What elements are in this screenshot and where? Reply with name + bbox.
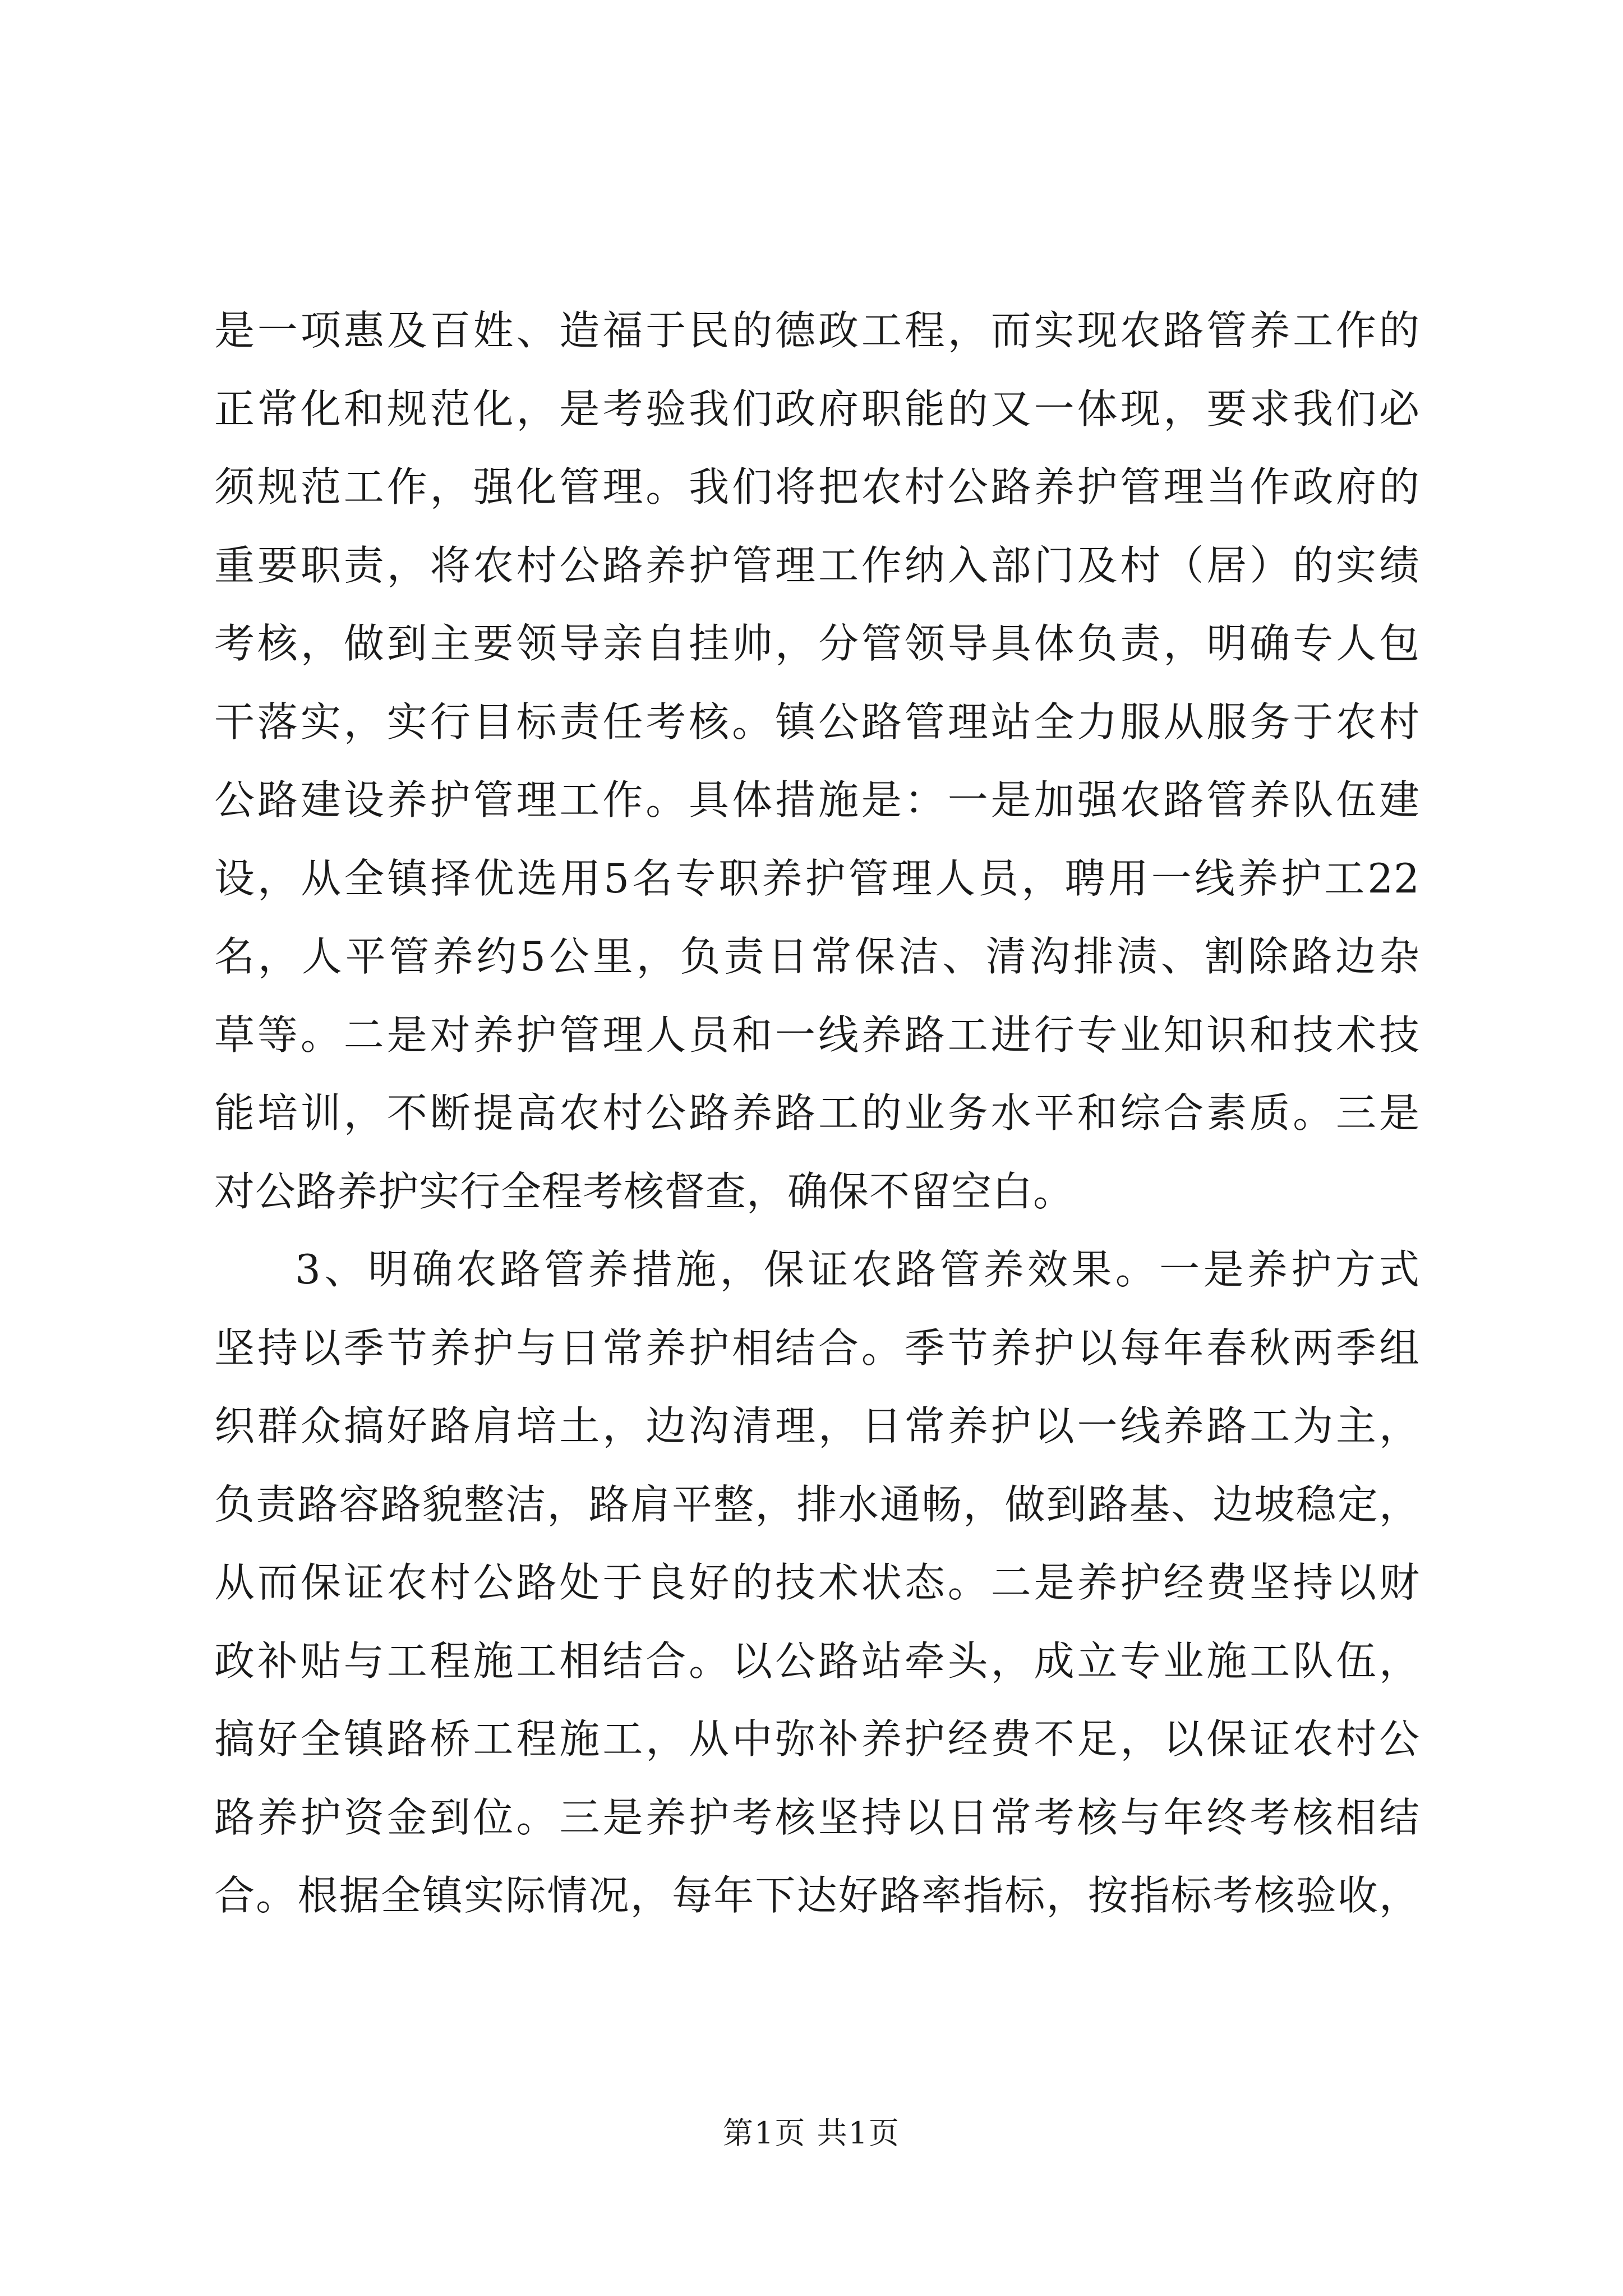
text-line: 名，人平管养约5公里，负责日常保洁、清沟排渍、割除路边杂 <box>214 933 1420 980</box>
text-line: 考核，做到主要领导亲自挂帅，分管领导具体负责，明确专人包 <box>214 620 1420 667</box>
text-line: 织群众搞好路肩培土，边沟清理，日常养护以一线养路工为主， <box>214 1402 1420 1450</box>
text-line: 是一项惠及百姓、造福于民的德政工程，而实现农路管养工作的 <box>214 307 1420 354</box>
text-line: 能培训，不断提高农村公路养路工的业务水平和综合素质。三是 <box>214 1089 1420 1137</box>
text-line: 干落实，实行目标责任考核。镇公路管理站全力服从服务于农村 <box>214 698 1420 746</box>
text-line: 公路建设养护管理工作。具体措施是：一是加强农路管养队伍建 <box>214 776 1420 823</box>
paragraph <box>214 1231 1420 1935</box>
paragraph <box>214 292 1420 1231</box>
text-line: 坚持以季节养护与日常养护相结合。季节养护以每年春秋两季组 <box>214 1324 1420 1372</box>
text-line: 政补贴与工程施工相结合。以公路站牵头，成立专业施工队伍， <box>214 1637 1420 1685</box>
text-line: 设，从全镇择优选用5名专职养护管理人员，聘用一线养护工22 <box>214 854 1420 902</box>
text-line: 对公路养护实行全程考核督查，确保不留空白。 <box>214 1167 1075 1215</box>
text-line: 重要职责，将农村公路养护管理工作纳入部门及村（居）的实绩 <box>214 541 1420 589</box>
page-footer: 第1页 共1页 <box>723 2115 900 2151</box>
text-line: 搞好全镇路桥工程施工，从中弥补养护经费不足，以保证农村公 <box>214 1715 1420 1763</box>
text-line: 正常化和规范化，是考验我们政府职能的又一体现，要求我们必 <box>214 385 1420 432</box>
text-line: 须规范工作，强化管理。我们将把农村公路养护管理当作政府的 <box>214 463 1420 510</box>
text-line: 路养护资金到位。三是养护考核坚持以日常考核与年终考核相结 <box>214 1793 1420 1841</box>
text-line: 草等。二是对养护管理人员和一线养路工进行专业知识和技术技 <box>214 1011 1420 1059</box>
document-body <box>214 292 1420 1935</box>
text-line: 从而保证农村公路处于良好的技术状态。二是养护经费坚持以财 <box>214 1559 1420 1606</box>
text-line: 3、明确农路管养措施，保证农路管养效果。一是养护方式 <box>295 1246 1420 1293</box>
text-line: 合。根据全镇实际情况，每年下达好路率指标，按指标考核验收， <box>214 1872 1420 1919</box>
text-line: 负责路容路貌整洁，路肩平整，排水通畅，做到路基、边坡稳定， <box>214 1480 1420 1528</box>
